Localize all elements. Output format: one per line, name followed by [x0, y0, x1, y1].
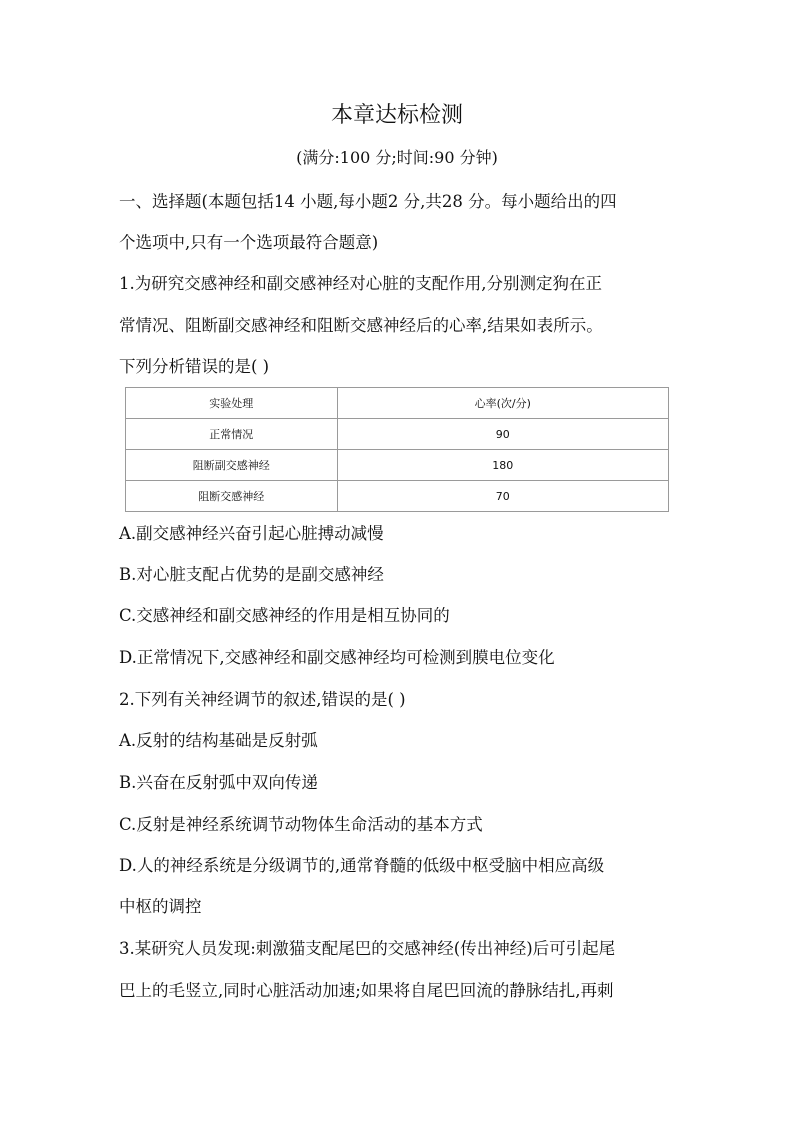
table-row — [126, 450, 669, 481]
table-header-cell: 心率(次/分) — [337, 388, 668, 419]
heart-rate-table — [125, 387, 669, 512]
table-cell: 正常情况 — [126, 419, 338, 450]
page-title: 本章达标检测 — [330, 103, 463, 128]
q2-option-c: C.反射是神经系统调节动物体生命活动的基本方式 — [119, 815, 483, 834]
table-row — [126, 419, 669, 450]
exam-info: (满分:100 分;时间:90 分钟) — [296, 148, 498, 167]
q1-option-d: D.正常情况下,交感神经和副交感神经均可检测到膜电位变化 — [119, 648, 555, 667]
q1-option-c: C.交感神经和副交感神经的作用是相互协同的 — [119, 606, 450, 625]
q2-option-d-line-1: D.人的神经系统是分级调节的,通常脊髓的低级中枢受脑中相应高级 — [119, 856, 605, 875]
q2-option-b: B.兴奋在反射弧中双向传递 — [119, 773, 318, 792]
q1-option-a: A.副交感神经兴奋引起心脏搏动减慢 — [119, 524, 384, 543]
q2-stem: 2.下列有关神经调节的叙述,错误的是( ) — [119, 690, 406, 709]
section-heading-line-1: 一、选择题(本题包括14 小题,每小题2 分,共28 分。每小题给出的四 — [119, 192, 617, 211]
q1-stem-line-3: 下列分析错误的是( ) — [119, 357, 270, 376]
q1-stem-line-2: 常情况、阻断副交感神经和阻断交感神经后的心率,结果如表所示。 — [119, 316, 603, 335]
table-cell: 90 — [337, 419, 668, 450]
q2-option-a: A.反射的结构基础是反射弧 — [119, 731, 318, 750]
table-cell: 阻断副交感神经 — [126, 450, 338, 481]
q3-stem-line-2: 巴上的毛竖立,同时心脏活动加速;如果将自尾巴回流的静脉结扎,再刺 — [119, 981, 614, 1000]
q1-option-b: B.对心脏支配占优势的是副交感神经 — [119, 565, 384, 584]
table-row — [126, 481, 669, 512]
q3-stem-line-1: 3.某研究人员发现:刺激猫支配尾巴的交感神经(传出神经)后可引起尾 — [119, 939, 616, 958]
table-cell: 180 — [337, 450, 668, 481]
q2-option-d-line-2: 中枢的调控 — [119, 897, 202, 916]
table-cell: 阻断交感神经 — [126, 481, 338, 512]
section-heading-line-2: 个选项中,只有一个选项最符合题意) — [119, 233, 379, 252]
table-cell: 70 — [337, 481, 668, 512]
table-header-cell: 实验处理 — [126, 388, 338, 419]
table-header-row — [126, 388, 669, 419]
q1-stem-line-1: 1.为研究交感神经和副交感神经对心脏的支配作用,分别测定狗在正 — [119, 274, 602, 293]
